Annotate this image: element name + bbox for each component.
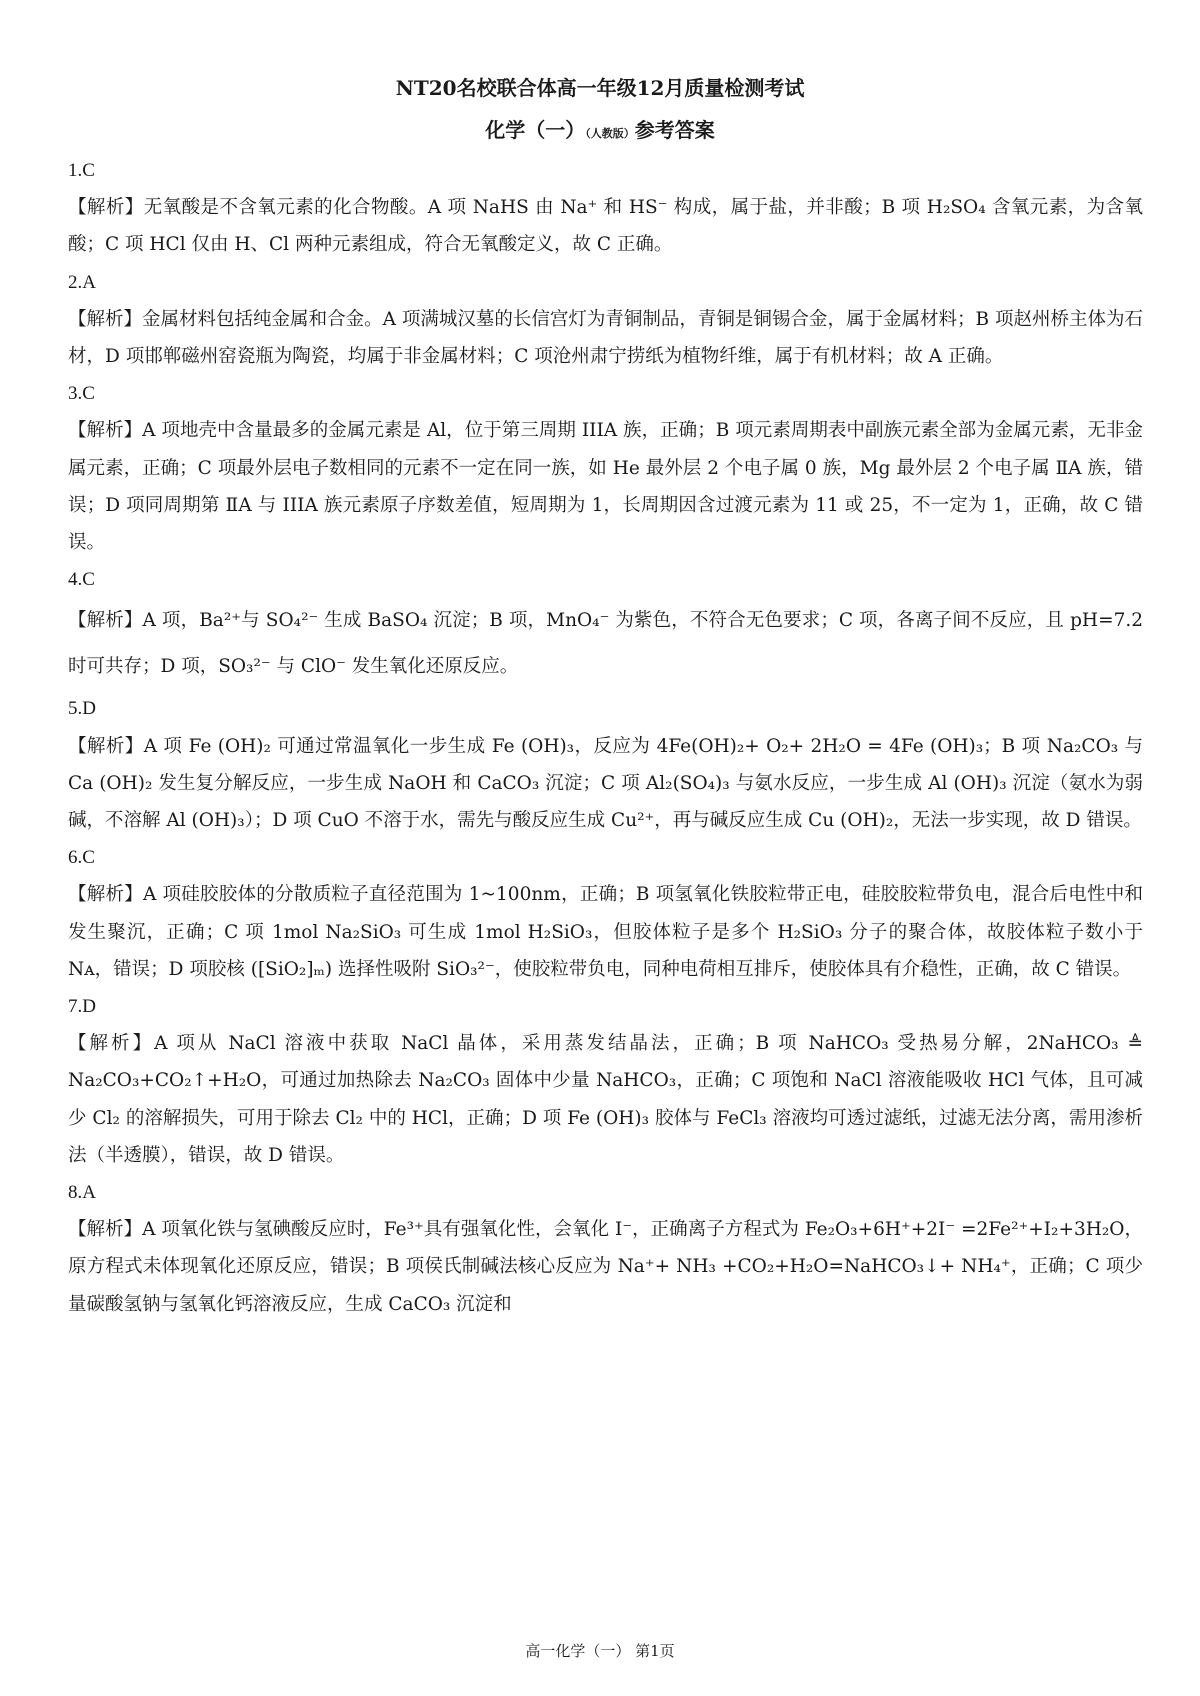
page-title: NT20名校联合体高一年级12月质量检测考试: [395, 76, 805, 100]
answer-number-5: 5.D: [68, 698, 96, 720]
answer-number-7: 7.D: [68, 996, 96, 1018]
answer-analysis-4: 【解析】A 项，Ba²⁺与 SO₄²⁻ 生成 BaSO₄ 沉淀；B 项，MnO₄⁻ 为紫色，不符合无色要求；C 项，各离子间不反应，且 pH=7.2 时可共存；D 项，SO₃²⁻ 与 ClO⁻ 发生氧化还原反应。: [68, 610, 1143, 678]
answer-number-3: 3.C: [68, 383, 95, 405]
answer-analysis-6: 【解析】A 项硅胶胶体的分散质粒子直径范围为 1~100nm，正确；B 项氢氧化铁胶粒带正电，硅胶胶粒带负电，混合后电性中和发生聚沉，正确；C 项 1mol Na₂SiO₃ 可生成 1mol H₂SiO₃，但胶体粒子是多个 H₂SiO₃ 分子的聚合体，故胶体粒子数小于 Nᴀ，错误；D 项胶核 ([SiO₂]ₘ) 选择性吸附 SiO₃²⁻，使胶粒带负电，同种电荷相互排斥，使胶体具有介稳性，正确，故 C 错误。: [68, 884, 1143, 980]
answer-analysis-7: 【解析】A 项从 NaCl 溶液中获取 NaCl 晶体，采用蒸发结晶法，正确；B 项 NaHCO₃ 受热易分解，2NaHCO₃ ≜ Na₂CO₃+CO₂↑+H₂O，可通过加热除去 Na₂CO₃ 固体中少量 NaHCO₃，正确；C 项饱和 NaCl 溶液能吸收 HCl 气体，且可减少 Cl₂ 的溶解损失，可用于除去 Cl₂ 中的 HCl，正确；D 项 Fe (OH)₃ 胶体与 FeCl₃ 溶液均可透过滤纸，过滤无法分离，需用渗析法（半透膜），错误，故 D 错误。: [68, 1033, 1143, 1166]
answer-number-2: 2.A: [68, 271, 96, 293]
answer-analysis-8: 【解析】A 项氧化铁与氢碘酸反应时，Fe³⁺具有强氧化性，会氧化 I⁻，正确离子方程式为 Fe₂O₃+6H⁺+2I⁻ =2Fe²⁺+I₂+3H₂O，原方程式未体现氧化还原反应，错误；B 项侯氏制碱法核心反应为 Na⁺+ NH₃ +CO₂+H₂O=NaHCO₃↓+ NH₄⁺，正确；C 项少量碳酸氢钠与氢氧化钙溶液反应，生成 CaCO₃ 沉淀和: [68, 1219, 1143, 1315]
answer-analysis-2: 【解析】金属材料包括纯金属和合金。A 项满城汉墓的长信宫灯为青铜制品，青铜是铜锡合金，属于金属材料；B 项赵州桥主体为石材，D 项邯郸磁州窑瓷瓶为陶瓷，均属于非金属材料；C 项沧州肃宁捞纸为植物纤维，属于有机材料；故 A 正确。: [68, 308, 1143, 368]
answer-analysis-3: 【解析】A 项地壳中含量最多的金属元素是 Al，位于第三周期 IIIA 族，正确；B 项元素周期表中副族元素全部为金属元素，无非金属元素，正确；C 项最外层电子数相同的元素不一定在同一族，如 He 最外层 2 个电子属 0 族，Mg 最外层 2 个电子属 ⅡA 族，错误；D 项同周期第 ⅡA 与 IIIA 族元素原子序数差值，短周期为 1，长周期因含过渡元素为 11 或 25，不一定为 1，正确，故 C 错误。: [68, 420, 1143, 554]
subtitle-end: 参考答案: [634, 118, 715, 142]
page-subtitle: [0, 114, 1200, 143]
answer-number-1: 1.C: [68, 160, 95, 181]
answer-analysis-5: 【解析】A 项 Fe (OH)₂ 可通过常温氧化一步生成 Fe (OH)₃，反应为 4Fe(OH)₂+ O₂+ 2H₂O = 4Fe (OH)₃；B 项 Na₂CO₃ 与 Ca (OH)₂ 发生复分解反应，一步生成 NaOH 和 CaCO₃ 沉淀；C 项 Al₂(SO₄)₃ 与氨水反应，一步生成 Al (OH)₃ 沉淀（氨水为弱碱，不溶解 Al (OH)₃）；D 项 CuO 不溶于水，需先与酸反应生成 Cu²⁺，再与碱反应生成 Cu (OH)₂，无法一步实现，故 D 错误。: [68, 735, 1143, 832]
answers-list: [68, 152, 1143, 1323]
subtitle-main: 化学（一）: [485, 118, 586, 142]
answer-number-8: 8.A: [68, 1182, 96, 1204]
subtitle-edition: （人教版）: [585, 127, 635, 140]
answer-number-6: 6.C: [68, 847, 95, 869]
page-footer: 高一化学（一） 第1页: [525, 1642, 675, 1660]
answer-number-4: 4.C: [68, 569, 95, 591]
answer-analysis-1: 【解析】无氧酸是不含氧元素的化合物酸。A 项 NaHS 由 Na⁺ 和 HS⁻ 构成，属于盐，并非酸；B 项 H₂SO₄ 含氧元素，为含氧酸；C 项 HCl 仅由 H、Cl 两种元素组成，符合无氧酸定义，故 C 正确。: [68, 197, 1143, 256]
